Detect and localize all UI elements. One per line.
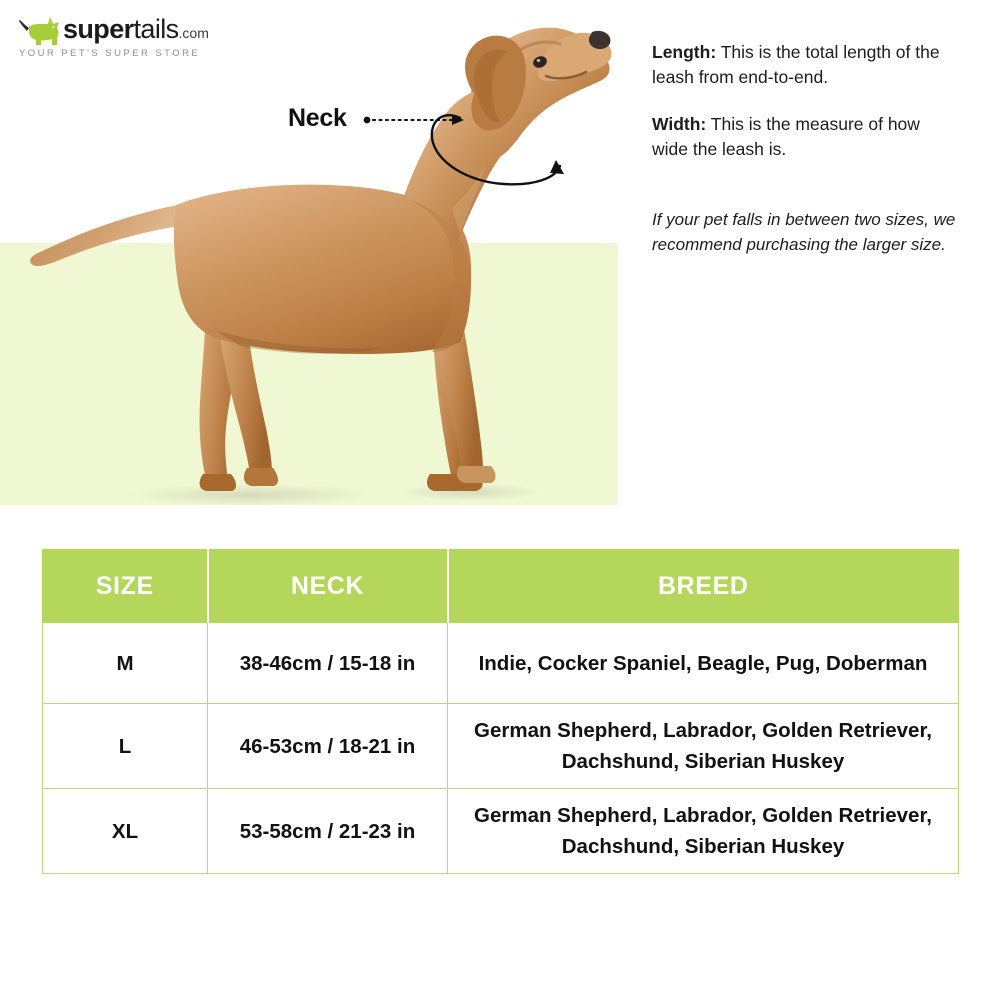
neck-label: Neck [288,104,347,132]
cell-size: L [43,704,208,789]
logo-word-dotcom: .com [178,25,209,41]
logo-tagline: YOUR PET'S SUPER STORE [19,48,201,59]
logo-word-tails: tails [133,14,179,44]
cell-neck: 38-46cm / 15-18 in [208,623,448,704]
table-row [43,789,959,874]
length-term: Length: [652,42,717,62]
cell-neck: 53-58cm / 21-23 in [208,789,448,874]
neck-callout [288,104,588,194]
cell-breed: German Shepherd, Labrador, Golden Retriever, Dachshund, Siberian Huskey [448,704,959,789]
cell-breed: Indie, Cocker Spaniel, Beagle, Pug, Doberman [448,623,959,704]
cell-breed: German Shepherd, Labrador, Golden Retriever, Dachshund, Siberian Huskey [448,789,959,874]
length-description [652,40,960,90]
table-header-row [43,550,959,623]
pointer-dot-icon [364,117,371,124]
width-text: This is the measure of how wide the leash is. [652,114,920,159]
cell-size: M [43,623,208,704]
dog-photo [0,0,660,510]
table-row [43,704,959,789]
cell-size: XL [43,789,208,874]
column-header-neck: NECK [208,550,448,623]
length-text: This is the total length of the leash from end-to-end. [652,42,940,87]
width-description [652,112,960,162]
column-header-breed: BREED [448,550,959,623]
column-header-size: SIZE [43,550,208,623]
size-chart-table [42,549,959,874]
width-term: Width: [652,114,707,134]
cell-neck: 46-53cm / 18-21 in [208,704,448,789]
info-column [652,40,960,257]
logo-word-super: super [63,14,134,44]
table-row [43,623,959,704]
sizing-note: If your pet falls in between two sizes, we recommend purchasing the larger size. [652,210,956,254]
